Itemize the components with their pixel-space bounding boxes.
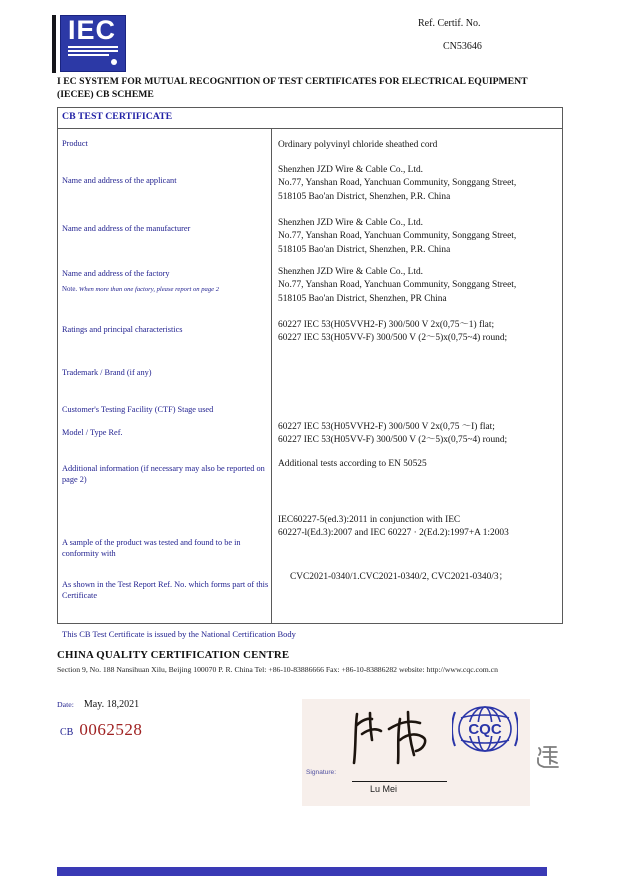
certificate-row <box>58 454 562 504</box>
iec-logo-line <box>68 50 118 52</box>
field-label: Model / Type Ref. <box>62 428 123 437</box>
bottom-blue-bar <box>57 867 547 876</box>
iec-logo-text: IEC <box>68 15 117 45</box>
cb-number: 0062528 <box>79 720 143 739</box>
certificate-row <box>58 264 562 313</box>
field-label: Customer's Testing Facility (CTF) Stage used <box>62 405 214 414</box>
scheme-title <box>57 76 569 101</box>
date-row <box>57 694 139 712</box>
certificate-row <box>58 129 562 162</box>
field-label: Product <box>62 139 88 148</box>
iec-logo-dot <box>111 59 117 65</box>
ref-certif-no-label: Ref. Certif. No. <box>418 18 481 29</box>
scheme-title-line1: I EC SYSTEM FOR MUTUAL RECOGNITION OF TEST CERTIFICATES FOR ELECTRICAL EQUIPMENT <box>57 76 528 87</box>
field-value: CVC2021-0340/1.CVC2021-0340/2, CVC2021-0340/3； <box>271 568 562 623</box>
certificate-row <box>58 403 562 421</box>
field-label: Trademark / Brand (if any) <box>62 368 152 377</box>
certificate-heading: CB TEST CERTIFICATE <box>58 108 562 129</box>
signature-panel <box>302 699 530 806</box>
field-label: Name and address of the applicant <box>62 176 177 185</box>
field-value: Shenzhen JZD Wire & Cable Co., Ltd. No.77, Yanshan Road, Yanchuan Community, Songgang Street, 518105 Bao'an District, Shenzhen, P.R. China <box>271 162 562 212</box>
cb-certificate-number <box>60 720 142 740</box>
field-value <box>271 363 562 403</box>
certificate-table <box>57 107 563 624</box>
field-value: 60227 IEC 53(H05VVH2-F) 300/500 V 2x(0,75〜1) flat; 60227 IEC 53(H05VV-F) 300/500 V (2〜5)x(0,75~4) round; <box>271 313 562 363</box>
field-value <box>271 403 562 421</box>
field-label: Name and address of the factory Note. When more than one factory, please report on page 2 <box>58 264 271 313</box>
certificate-row <box>58 421 562 454</box>
issued-by-statement: This CB Test Certificate is issued by the National Certification Body <box>62 629 296 639</box>
certificate-row <box>58 568 562 623</box>
stamp-character <box>534 744 560 770</box>
field-label: Additional information (if necessary may also be reported on page 2) <box>62 464 265 484</box>
certificate-row <box>58 162 562 212</box>
ncb-name: CHINA QUALITY CERTIFICATION CENTRE <box>57 649 290 661</box>
cb-prefix: CB <box>60 727 74 738</box>
field-label: Ratings and principal characteristics <box>62 325 183 334</box>
scheme-title-line2: (IECEE) CB SCHEME <box>57 88 154 100</box>
iec-logo <box>52 15 128 74</box>
field-value: Additional tests according to EN 50525 <box>271 454 562 504</box>
cqc-logo-text: CQC <box>468 721 502 738</box>
field-label: Name and address of the manufacturer <box>62 224 191 233</box>
signature-line <box>352 781 447 782</box>
ncb-contact-line: Section 9, No. 188 Nansihuan Xilu, Beijing 100070 P. R. China Tel: +86-10-83886666 Fax: +86-10-83886282 website: http://www.cqc.com.cn <box>57 665 498 674</box>
field-value: 60227 IEC 53(H05VVH2-F) 300/500 V 2x(0,75 〜I) flat; 60227 IEC 53(H05VV-F) 300/500 V (2〜5)x(0,75~4) round; <box>271 421 562 454</box>
field-value: IEC60227-5(ed.3):2011 in conjunction with IEC 60227-l(Ed.3):2007 and IEC 60227 · 2(Ed.2):1997+A 1:2003 <box>271 504 562 568</box>
date-label: Date: <box>57 700 74 709</box>
signatory-name: Lu Mei <box>370 784 398 794</box>
field-value: Shenzhen JZD Wire & Cable Co., Ltd. No.77, Yanshan Road, Yanchuan Community, Songgang Street, 518105 Bao'an District, Shenzhen, PR China <box>271 264 562 313</box>
certificate-table-body <box>58 129 562 623</box>
certificate-row <box>58 313 562 363</box>
field-label: As shown in the Test Report Ref. No. which forms part of this Certificate <box>62 580 269 600</box>
cqc-logo <box>452 702 518 760</box>
iec-logo-box <box>60 15 126 72</box>
certificate-row <box>58 212 562 264</box>
field-label: A sample of the product was tested and found to be in conformity with <box>62 538 241 558</box>
iec-logo-line <box>68 54 109 56</box>
field-value: Ordinary polyvinyl chloride sheathed cord <box>271 129 562 162</box>
ref-certif-no-value: CN53646 <box>443 41 482 52</box>
handwritten-signature <box>348 707 448 773</box>
certificate-row <box>58 504 562 568</box>
scan-edge-mark <box>52 15 56 73</box>
field-note: Note. When more than one factory, please report on page 2 <box>62 285 219 293</box>
certificate-row <box>58 363 562 403</box>
signature-label: Signature: <box>306 769 337 776</box>
date-value: May. 18,2021 <box>83 699 140 710</box>
field-value: Shenzhen JZD Wire & Cable Co., Ltd. No.77, Yanshan Road, Yanchuan Community, Songgang Street, 518105 Bao'an District, Shenzhen, P.R. China <box>271 212 562 264</box>
iec-logo-line <box>68 46 118 48</box>
